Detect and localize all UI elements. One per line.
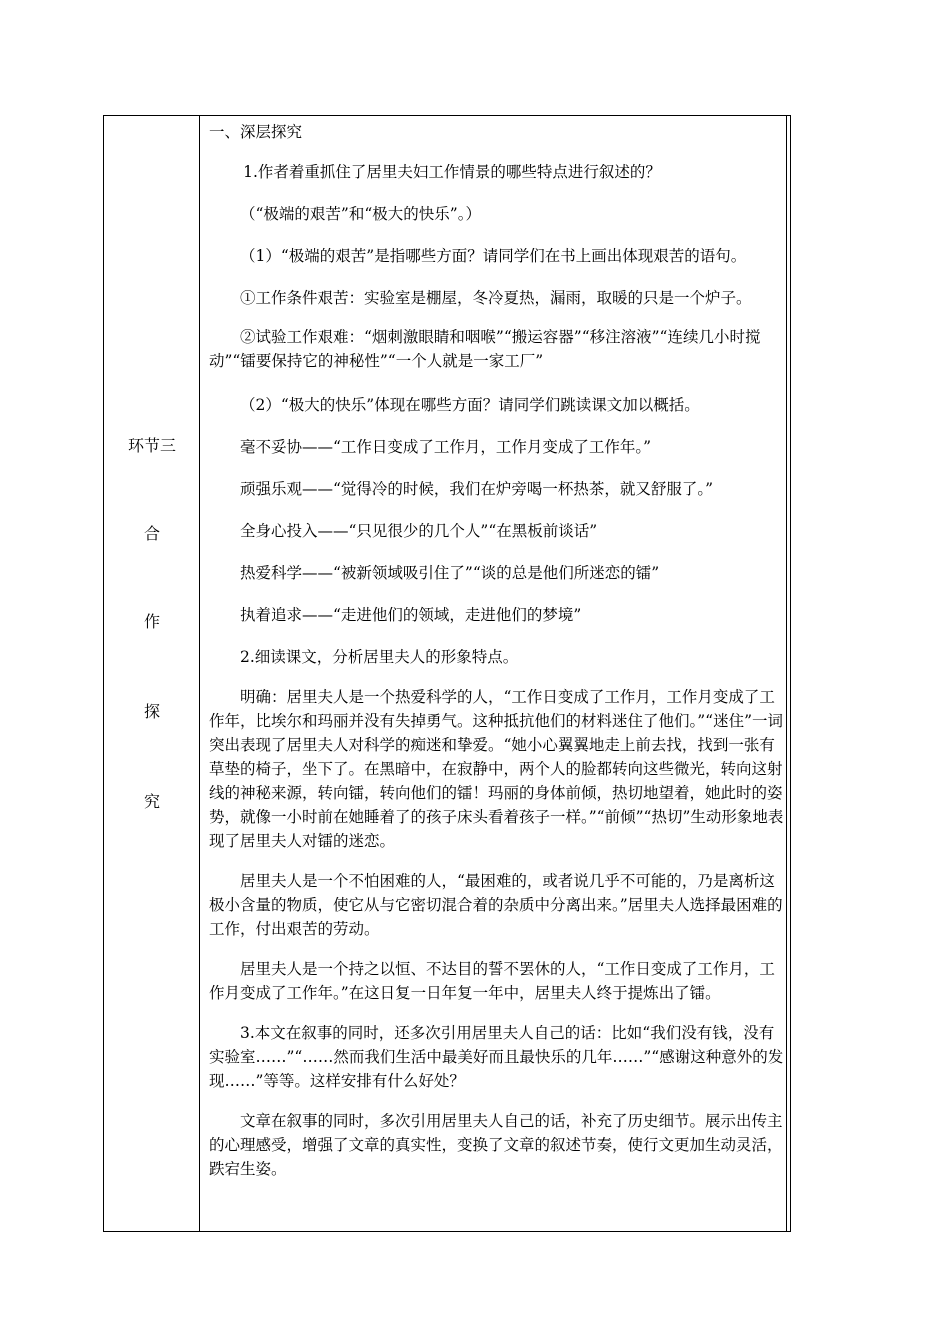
question-2: 2.细读课文，分析居里夫人的形象特点。 <box>240 648 519 666</box>
answer-1-part-1a: ①工作条件艰苦：实验室是棚屋，冬冷夏热，漏雨，取暖的只是一个炉子。 <box>240 289 752 307</box>
content-body <box>209 122 787 1181</box>
lesson-table <box>103 115 791 1232</box>
section-title: 环节三 <box>127 436 176 455</box>
paragraph-perseverance: 居里夫人是一个不怕困难的人，“最困难的，或者说几乎不可能的，乃是离析这极小含量的物质，使它从与它密切混合着的杂质中分离出来。”居里夫人选择最困难的工作，付出艰苦的劳动。 <box>209 872 783 938</box>
section-heading: 一、深层探究 <box>209 123 303 141</box>
section-char-4: 究 <box>143 792 160 811</box>
paragraph-answer-3: 文章在叙事的同时，多次引用居里夫人自己的话，补充了历史细节。展示出传主的心理感受，增强了文章的真实性，变换了文章的叙述节奏，使行文更加生动灵活，跌宕生姿。 <box>209 1112 783 1178</box>
section-char-1: 合 <box>143 524 160 543</box>
list-item: 全身心投入——“只见很少的几个人”“在黑板前谈话” <box>240 522 598 540</box>
paragraph-persistence: 居里夫人是一个持之以恒、不达目的誓不罢休的人，“工作日变成了工作月，工作月变成了工作年。”在这日复一日年复一年中，居里夫人终于提炼出了镭。 <box>209 960 775 1002</box>
content-column <box>201 116 790 1231</box>
question-1-part-1: （1）“极端的艰苦”是指哪些方面？请同学们在书上画出体现艰苦的语句。 <box>240 247 747 265</box>
section-char-3: 探 <box>143 702 160 721</box>
list-item: 毫不妥协——“工作日变成了工作月，工作月变成了工作年。” <box>240 438 652 456</box>
list-item: 热爱科学——“被新领域吸引住了”“谈的总是他们所迷恋的镭” <box>240 564 660 582</box>
question-3: 3.本文在叙事的同时，还多次引用居里夫人自己的话：比如“我们没有钱，没有实验室……”“……然而我们生活中最美好而且最快乐的几年……”“感谢这种意外的发现……”等等。这样安排有什么好处？ <box>209 1024 784 1090</box>
paragraph-clarify: 明确：居里夫人是一个热爱科学的人，“工作日变成了工作月，工作月变成了工作年，比埃尔和玛丽并没有失掉勇气。这种抵抗他们的材料迷住了他们。”“迷住”一词突出表现了居里夫人对科学的痴迷和挚爱。“她小心翼翼地走上前去找，找到一张有草垫的椅子，坐下了。在黑暗中，在寂静中，两个人的脸都转向这些微光，转向这射线的神秘来源，转向镭，转向他们的镭！玛丽的身体前倾，热切地望着，她此时的姿势，就像一小时前在她睡着了的孩子床头看着孩子一样。”“前倾”“热切”生动形象地表现了居里夫人对镭的迷恋。 <box>209 688 784 850</box>
question-1-part-2: （2）“极大的快乐”体现在哪些方面？请同学们跳读课文加以概括。 <box>240 396 700 414</box>
answer-1: （“极端的艰苦”和“极大的快乐”。） <box>240 205 481 223</box>
section-column <box>104 116 200 1231</box>
question-1: 1.作者着重抓住了居里夫妇工作情景的哪些特点进行叙述的？ <box>243 163 661 181</box>
section-char-2: 作 <box>143 612 160 631</box>
list-item: 执着追求——“走进他们的领域，走进他们的梦境” <box>240 606 582 624</box>
list-item: 顽强乐观——“觉得冷的时候，我们在炉旁喝一杯热茶，就又舒服了。” <box>240 480 714 498</box>
answer-1-part-1b: ②试验工作艰难：“烟刺激眼睛和咽喉”“搬运容器”“移注溶液”“连续几小时搅动”“镭要保持它的神秘性”“一个人就是一家工厂” <box>209 328 761 370</box>
